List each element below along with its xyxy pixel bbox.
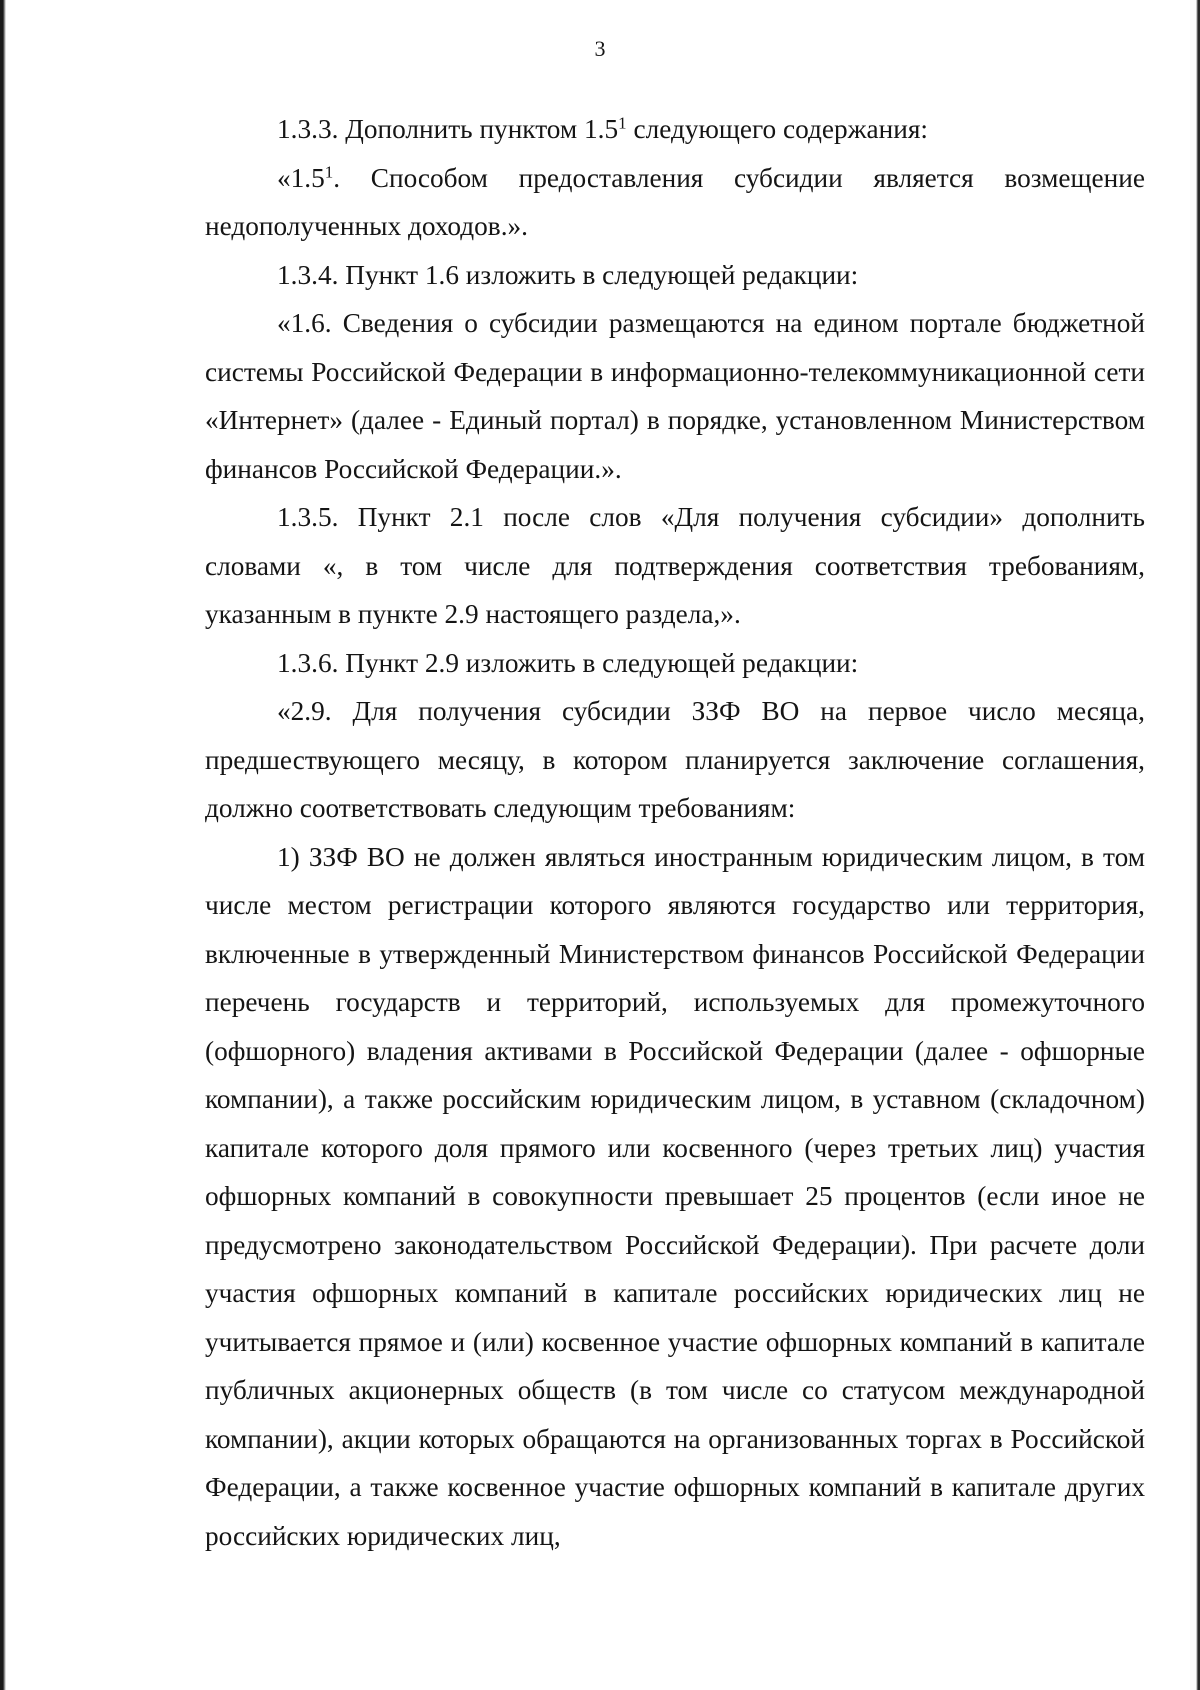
page-number: 3 [594,36,606,61]
superscript: 1 [324,162,334,182]
paragraph-4 [205,299,1145,493]
paragraph-7 [205,687,1145,833]
superscript: 1 [618,113,627,133]
paragraph-text: «1.5 [277,162,325,193]
paragraph-1 [205,105,1145,154]
paragraph-text: 1.3.6. Пункт 2.9 изложить в следующей редакции: [277,647,859,678]
paragraph-text: 1) ЗЗФ ВО не должен являться иностранным юридическим лицом, в том числе местом регистрации которого являются государство или территория, включенные в утвержденный Министерством финансов Российской Федерации перечень государств и территорий, используемых для промежуточного (офшорного) владения активами в Российской Федерации (далее - офшорные компании), а также российским юридическим лицом, в уставном (складочном) капитале которого доля прямого или косвенного (через третьих лиц) участия офшорных компаний в совокупности превышает 25 процентов (если иное не предусмотрено законодательством Российской Федерации). При расчете доли участия офшорных компаний в капитале российских юридических лиц не учитывается прямое и (или) косвенное участие офшорных компаний в капитале публичных акционерных обществ (в том числе со статусом международной компании), акции которых обращаются на организованных торгах в Российской Федерации, а также косвенное участие офшорных компаний в капитале других российских юридических лиц, [205,841,1145,1551]
document-body [205,105,1145,1560]
paragraph-text: 1.3.4. Пункт 1.6 изложить в следующей редакции: [277,259,859,290]
paragraph-text: 1.3.5. Пункт 2.1 после слов «Для получения субсидии» дополнить словами «, в том числе для подтверждения соответствия требованиям, указанным в пункте 2.9 настоящего раздела,». [205,502,1145,629]
paragraph-text: «2.9. Для получения субсидии ЗЗФ ВО на первое число месяца, предшествующего месяцу, в котором планируется заключение соглашения, должно соответствовать следующим требованиям: [205,696,1145,823]
paragraph-2 [205,154,1145,251]
scan-edge-right [1196,0,1200,1690]
paragraph-text: следующего содержания: [626,114,928,144]
paragraph-8 [205,833,1145,1561]
paragraph-text: 1.3.3. Дополнить пунктом 1.5 [277,114,619,144]
paragraph-text: . Способом предоставления субсидии является возмещение недополученных доходов.». [205,162,1145,241]
paragraph-6 [205,639,1145,688]
scan-edge-left [0,0,6,1690]
paragraph-5 [205,493,1145,639]
paragraph-3 [205,251,1145,300]
paragraph-text: «1.6. Сведения о субсидии размещаются на едином портале бюджетной системы Российской Федерации в информационно-телекоммуникационной сети «Интернет» (далее - Единый портал) в порядке, установленном Министерством финансов Российской Федерации.». [205,308,1145,484]
